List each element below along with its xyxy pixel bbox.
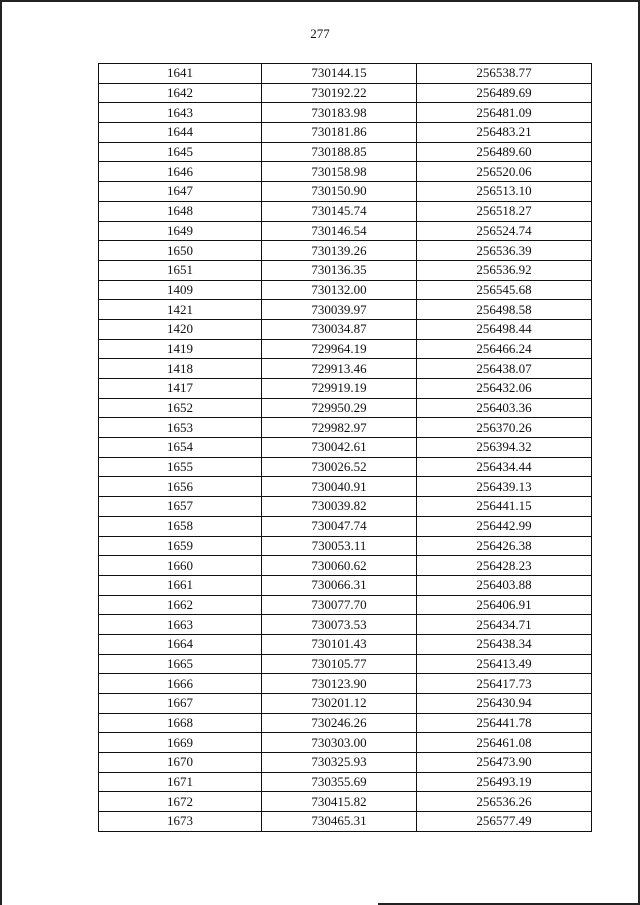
y-coordinate-cell: 256493.19	[417, 772, 592, 792]
y-coordinate-cell: 256577.49	[417, 812, 592, 832]
x-coordinate-cell: 730132.00	[262, 280, 417, 300]
table-row	[99, 241, 592, 261]
x-coordinate-cell: 730246.26	[262, 713, 417, 733]
x-coordinate-cell: 730150.90	[262, 182, 417, 202]
x-coordinate-cell: 729913.46	[262, 359, 417, 379]
table-row	[99, 83, 592, 103]
y-coordinate-cell: 256438.07	[417, 359, 592, 379]
point-number-cell: 1650	[99, 241, 262, 261]
x-coordinate-cell: 730042.61	[262, 438, 417, 458]
table-row	[99, 457, 592, 477]
x-coordinate-cell: 730303.00	[262, 733, 417, 753]
table-row	[99, 674, 592, 694]
point-number-cell: 1668	[99, 713, 262, 733]
table-row	[99, 713, 592, 733]
x-coordinate-cell: 730158.98	[262, 162, 417, 182]
point-number-cell: 1643	[99, 103, 262, 123]
x-coordinate-cell: 730039.97	[262, 300, 417, 320]
table-row	[99, 516, 592, 536]
y-coordinate-cell: 256498.58	[417, 300, 592, 320]
coordinates-table-body	[99, 64, 592, 832]
y-coordinate-cell: 256538.77	[417, 64, 592, 84]
coordinates-table	[98, 63, 592, 832]
table-row	[99, 339, 592, 359]
point-number-cell: 1409	[99, 280, 262, 300]
x-coordinate-cell: 730325.93	[262, 753, 417, 773]
x-coordinate-cell: 730188.85	[262, 142, 417, 162]
x-coordinate-cell: 730415.82	[262, 792, 417, 812]
y-coordinate-cell: 256441.15	[417, 497, 592, 517]
table-row	[99, 418, 592, 438]
page-border-top	[0, 0, 640, 2]
x-coordinate-cell: 730077.70	[262, 595, 417, 615]
table-row	[99, 162, 592, 182]
y-coordinate-cell: 256489.69	[417, 83, 592, 103]
page-border-left	[0, 0, 2, 905]
point-number-cell: 1656	[99, 477, 262, 497]
table-row	[99, 654, 592, 674]
point-number-cell: 1655	[99, 457, 262, 477]
point-number-cell: 1652	[99, 398, 262, 418]
x-coordinate-cell: 730040.91	[262, 477, 417, 497]
table-row	[99, 201, 592, 221]
x-coordinate-cell: 730201.12	[262, 694, 417, 714]
table-row	[99, 595, 592, 615]
table-row	[99, 497, 592, 517]
point-number-cell: 1648	[99, 201, 262, 221]
y-coordinate-cell: 256466.24	[417, 339, 592, 359]
point-number-cell: 1419	[99, 339, 262, 359]
x-coordinate-cell: 730183.98	[262, 103, 417, 123]
y-coordinate-cell: 256434.44	[417, 457, 592, 477]
y-coordinate-cell: 256518.27	[417, 201, 592, 221]
point-number-cell: 1646	[99, 162, 262, 182]
table-row	[99, 536, 592, 556]
y-coordinate-cell: 256524.74	[417, 221, 592, 241]
x-coordinate-cell: 730465.31	[262, 812, 417, 832]
point-number-cell: 1641	[99, 64, 262, 84]
x-coordinate-cell: 730145.74	[262, 201, 417, 221]
x-coordinate-cell: 730034.87	[262, 319, 417, 339]
y-coordinate-cell: 256370.26	[417, 418, 592, 438]
point-number-cell: 1418	[99, 359, 262, 379]
table-row	[99, 634, 592, 654]
point-number-cell: 1649	[99, 221, 262, 241]
x-coordinate-cell: 730047.74	[262, 516, 417, 536]
table-row	[99, 103, 592, 123]
table-row	[99, 300, 592, 320]
x-coordinate-cell: 730181.86	[262, 123, 417, 143]
point-number-cell: 1669	[99, 733, 262, 753]
point-number-cell: 1673	[99, 812, 262, 832]
y-coordinate-cell: 256545.68	[417, 280, 592, 300]
point-number-cell: 1417	[99, 379, 262, 399]
table-row	[99, 753, 592, 773]
point-number-cell: 1651	[99, 260, 262, 280]
point-number-cell: 1659	[99, 536, 262, 556]
point-number-cell: 1644	[99, 123, 262, 143]
table-row	[99, 221, 592, 241]
point-number-cell: 1660	[99, 556, 262, 576]
x-coordinate-cell: 730144.15	[262, 64, 417, 84]
y-coordinate-cell: 256481.09	[417, 103, 592, 123]
table-row	[99, 123, 592, 143]
y-coordinate-cell: 256513.10	[417, 182, 592, 202]
x-coordinate-cell: 730053.11	[262, 536, 417, 556]
x-coordinate-cell: 730139.26	[262, 241, 417, 261]
table-row	[99, 733, 592, 753]
table-row	[99, 812, 592, 832]
y-coordinate-cell: 256434.71	[417, 615, 592, 635]
x-coordinate-cell: 730066.31	[262, 575, 417, 595]
x-coordinate-cell: 730123.90	[262, 674, 417, 694]
y-coordinate-cell: 256406.91	[417, 595, 592, 615]
table-row	[99, 792, 592, 812]
x-coordinate-cell: 729964.19	[262, 339, 417, 359]
x-coordinate-cell: 730101.43	[262, 634, 417, 654]
table-row	[99, 694, 592, 714]
x-coordinate-cell: 730073.53	[262, 615, 417, 635]
table-row	[99, 556, 592, 576]
point-number-cell: 1661	[99, 575, 262, 595]
table-row	[99, 772, 592, 792]
point-number-cell: 1647	[99, 182, 262, 202]
x-coordinate-cell: 730060.62	[262, 556, 417, 576]
y-coordinate-cell: 256428.23	[417, 556, 592, 576]
point-number-cell: 1654	[99, 438, 262, 458]
y-coordinate-cell: 256536.39	[417, 241, 592, 261]
y-coordinate-cell: 256394.32	[417, 438, 592, 458]
y-coordinate-cell: 256430.94	[417, 694, 592, 714]
point-number-cell: 1662	[99, 595, 262, 615]
y-coordinate-cell: 256438.34	[417, 634, 592, 654]
point-number-cell: 1664	[99, 634, 262, 654]
point-number-cell: 1663	[99, 615, 262, 635]
point-number-cell: 1642	[99, 83, 262, 103]
point-number-cell: 1667	[99, 694, 262, 714]
x-coordinate-cell: 730039.82	[262, 497, 417, 517]
x-coordinate-cell: 730192.22	[262, 83, 417, 103]
table-row	[99, 260, 592, 280]
point-number-cell: 1653	[99, 418, 262, 438]
point-number-cell: 1671	[99, 772, 262, 792]
x-coordinate-cell: 729982.97	[262, 418, 417, 438]
y-coordinate-cell: 256498.44	[417, 319, 592, 339]
y-coordinate-cell: 256442.99	[417, 516, 592, 536]
table-row	[99, 280, 592, 300]
point-number-cell: 1672	[99, 792, 262, 812]
y-coordinate-cell: 256483.21	[417, 123, 592, 143]
table-row	[99, 319, 592, 339]
y-coordinate-cell: 256536.26	[417, 792, 592, 812]
table-row	[99, 142, 592, 162]
y-coordinate-cell: 256461.08	[417, 733, 592, 753]
x-coordinate-cell: 730105.77	[262, 654, 417, 674]
point-number-cell: 1658	[99, 516, 262, 536]
y-coordinate-cell: 256536.92	[417, 260, 592, 280]
x-coordinate-cell: 730026.52	[262, 457, 417, 477]
table-row	[99, 379, 592, 399]
y-coordinate-cell: 256403.36	[417, 398, 592, 418]
y-coordinate-cell: 256426.38	[417, 536, 592, 556]
y-coordinate-cell: 256413.49	[417, 654, 592, 674]
y-coordinate-cell: 256489.60	[417, 142, 592, 162]
x-coordinate-cell: 730146.54	[262, 221, 417, 241]
table-row	[99, 182, 592, 202]
y-coordinate-cell: 256473.90	[417, 753, 592, 773]
point-number-cell: 1666	[99, 674, 262, 694]
table-row	[99, 615, 592, 635]
table-row	[99, 359, 592, 379]
x-coordinate-cell: 729950.29	[262, 398, 417, 418]
x-coordinate-cell: 730355.69	[262, 772, 417, 792]
y-coordinate-cell: 256417.73	[417, 674, 592, 694]
x-coordinate-cell: 730136.35	[262, 260, 417, 280]
table-row	[99, 477, 592, 497]
point-number-cell: 1657	[99, 497, 262, 517]
table-row	[99, 64, 592, 84]
point-number-cell: 1670	[99, 753, 262, 773]
page-number: 277	[310, 26, 330, 41]
point-number-cell: 1420	[99, 319, 262, 339]
y-coordinate-cell: 256432.06	[417, 379, 592, 399]
y-coordinate-cell: 256520.06	[417, 162, 592, 182]
y-coordinate-cell: 256403.88	[417, 575, 592, 595]
table-row	[99, 398, 592, 418]
table-row	[99, 575, 592, 595]
y-coordinate-cell: 256439.13	[417, 477, 592, 497]
x-coordinate-cell: 729919.19	[262, 379, 417, 399]
table-row	[99, 438, 592, 458]
point-number-cell: 1645	[99, 142, 262, 162]
y-coordinate-cell: 256441.78	[417, 713, 592, 733]
point-number-cell: 1421	[99, 300, 262, 320]
point-number-cell: 1665	[99, 654, 262, 674]
